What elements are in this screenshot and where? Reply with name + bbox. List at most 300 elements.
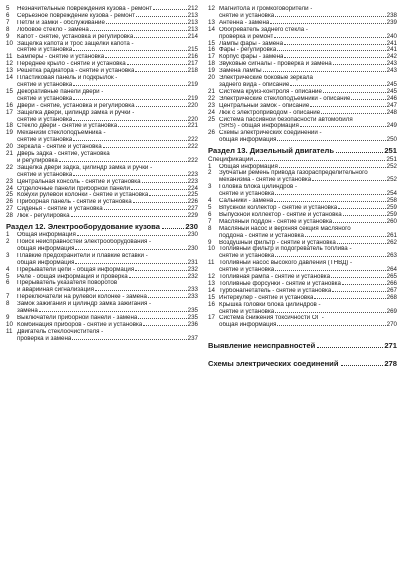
toc-entry-title: Обогреватель заднего стекла - xyxy=(219,26,308,33)
toc-entry-title: Серьезное повреждение кузова - ремонт xyxy=(17,12,135,19)
toc-entry-number: 19 xyxy=(6,129,13,137)
leader-dots xyxy=(342,284,386,285)
toc-entry[interactable] xyxy=(6,41,198,48)
leader-dots xyxy=(323,92,386,93)
toc-entry-number: 18 xyxy=(6,122,13,130)
toc-entry[interactable] xyxy=(208,20,397,27)
leader-dots xyxy=(284,57,385,58)
toc-entry-number: 27 xyxy=(6,205,13,213)
leader-dots xyxy=(90,30,187,31)
toc-entry-number: 1 xyxy=(6,231,10,239)
toc-entry-page: 230 xyxy=(187,231,198,239)
toc-entry[interactable] xyxy=(208,164,397,171)
toc-entry-number: 24 xyxy=(208,108,215,116)
leader-dots xyxy=(72,339,186,340)
leader-dots xyxy=(341,365,384,366)
toc-entry[interactable] xyxy=(6,322,198,329)
leader-dots xyxy=(343,215,386,216)
toc-entry-page: 232 xyxy=(187,265,198,273)
toc-entry-page: 227 xyxy=(187,205,198,213)
toc-entry-number: 21 xyxy=(6,150,13,158)
toc-entry[interactable] xyxy=(6,287,198,294)
toc-entry[interactable] xyxy=(6,315,198,322)
toc-entry-page: 233 xyxy=(187,286,198,294)
leader-dots xyxy=(321,113,385,114)
toc-entry-title: Пластиковая панель и подкрылок - xyxy=(17,75,118,82)
toc-entry-page: 236 xyxy=(187,320,198,328)
toc-entry[interactable] xyxy=(208,281,397,288)
toc-entry[interactable] xyxy=(208,309,397,316)
toc-entry[interactable] xyxy=(208,233,397,240)
toc-entry[interactable] xyxy=(208,226,397,233)
toc-entry-number: 5 xyxy=(208,203,212,211)
leader-dots xyxy=(136,106,187,107)
toc-entry[interactable] xyxy=(208,103,397,110)
toc-entry[interactable] xyxy=(208,27,397,34)
toc-entry-title: Двигатель стеклоочистителя - xyxy=(17,328,104,335)
leader-dots xyxy=(305,236,386,237)
toc-entry-title: Центральная консоль - снятие и установка xyxy=(17,178,141,185)
toc-entry-page: 214 xyxy=(187,32,198,40)
toc-entry-page: 219 xyxy=(187,94,198,102)
toc-entry[interactable] xyxy=(208,75,397,82)
toc-entry-number: 14 xyxy=(6,74,13,82)
toc-entry-number: 15 xyxy=(208,293,215,301)
toc-entry-number: 16 xyxy=(208,46,215,54)
toc-entry-page: 246 xyxy=(386,94,397,102)
toc-entry-number: 2 xyxy=(208,169,212,177)
toc-entry[interactable] xyxy=(6,151,198,158)
toc-entry-page: 233 xyxy=(187,293,198,301)
toc-entry-number: 16 xyxy=(6,101,13,109)
leader-dots xyxy=(149,195,186,196)
toc-entry[interactable] xyxy=(208,89,397,96)
toc-entry-number: 6 xyxy=(6,279,10,287)
toc-entry[interactable] xyxy=(6,123,198,130)
toc-entry-page: 267 xyxy=(386,286,397,294)
toc-entry[interactable] xyxy=(6,186,198,193)
toc-entry[interactable] xyxy=(208,315,397,322)
toc-list-diesel xyxy=(208,164,397,330)
toc-entry-number: 19 xyxy=(208,67,215,75)
toc-entry-number: 26 xyxy=(208,129,215,137)
toc-entry-title: Фары - регулировка xyxy=(219,47,277,54)
toc-entry-number: 17 xyxy=(208,53,215,61)
toc-entry-title: Переднее крыло - снятие и установка xyxy=(17,61,126,68)
section-13-heading[interactable] xyxy=(208,146,397,155)
section-12-page: 230 xyxy=(185,222,198,232)
toc-entry[interactable] xyxy=(6,294,198,301)
leader-dots xyxy=(312,180,386,181)
toc-entry-title: снятие и установка xyxy=(219,191,275,198)
toc-entry[interactable] xyxy=(208,191,397,198)
leader-dots xyxy=(71,216,187,217)
toc-entry-page: 261 xyxy=(386,231,397,239)
toc-entry-title: Головка блока цилиндров - xyxy=(219,184,298,191)
leader-dots xyxy=(310,106,385,107)
toc-entry-page: 248 xyxy=(386,108,397,116)
toc-entry-number: 9 xyxy=(208,238,212,246)
toc-entry-title: Решетка радиатора - снятие и установка xyxy=(17,68,135,75)
toc-entry-title: Стекло двери - снятие и установка xyxy=(17,123,118,130)
toc-entry[interactable] xyxy=(208,34,397,41)
toc-entry-page: 215 xyxy=(187,46,198,54)
toc-entry-page: 241 xyxy=(386,46,397,54)
toc-entry-title: снятие и установка xyxy=(219,253,275,260)
toc-entry-title: Зеркала - снятие и установка xyxy=(17,144,102,151)
toc-entry[interactable] xyxy=(208,295,397,302)
toc-entry-title: Общая информация xyxy=(219,163,278,170)
toc-entry-page: 220 xyxy=(187,101,198,109)
toc-entry[interactable] xyxy=(6,179,198,186)
toc-entry-number: 10 xyxy=(6,39,13,47)
toc-entry[interactable] xyxy=(208,205,397,212)
section-13-title: Раздел 13. Дизельный двигатель xyxy=(208,146,334,156)
toc-entry-page: 222 xyxy=(187,143,198,151)
toc-list-electrical-cont xyxy=(208,6,397,144)
toc-entry[interactable] xyxy=(6,158,198,165)
toc-entry-number: 10 xyxy=(6,320,13,328)
toc-entry[interactable] xyxy=(6,110,198,117)
leader-dots xyxy=(331,277,386,278)
toc-entry-title: Поиск неисправностей электрооборудования - xyxy=(17,239,152,245)
toc-entry-title: Отделочные панели приборной панели xyxy=(17,185,130,192)
toc-entry-page: 226 xyxy=(187,198,198,206)
toc-entry[interactable] xyxy=(208,302,397,309)
toc-entry[interactable] xyxy=(6,89,198,96)
toc-entry[interactable] xyxy=(208,61,397,68)
toc-entry[interactable] xyxy=(6,54,198,61)
toc-entry-number: 7 xyxy=(208,217,212,225)
toc-entry-title: Прерыватель указателя поворотов xyxy=(17,280,118,287)
toc-entry-page: 260 xyxy=(386,217,397,225)
toc-entry-page: 242 xyxy=(386,53,397,61)
toc-entry[interactable] xyxy=(6,34,198,41)
toc-list-body-repair xyxy=(6,6,198,220)
toc-entry[interactable] xyxy=(6,61,198,68)
toc-entry[interactable] xyxy=(208,47,397,54)
toc-entry-number: 15 xyxy=(208,39,215,47)
leader-dots xyxy=(138,318,186,319)
leader-dots xyxy=(134,37,186,38)
toc-entry[interactable] xyxy=(208,68,397,75)
toc-entry-page: 243 xyxy=(386,67,397,75)
toc-entry-number: 26 xyxy=(6,198,13,206)
toc-entry-title: Выключатели приборной панели - замена xyxy=(17,314,138,321)
leader-dots xyxy=(277,50,386,51)
toc-entry-title: Впускной коллектор - снятие и установка xyxy=(219,204,338,211)
toc-entry[interactable] xyxy=(208,170,397,177)
toc-entry-number: 14 xyxy=(208,25,215,33)
toc-entry-title: Крышка головки блока цилиндров - xyxy=(219,301,321,308)
toc-entry[interactable] xyxy=(6,27,198,34)
toc-entry-title: Интеркулер - снятие и установка xyxy=(219,294,314,301)
toc-entry-page: 239 xyxy=(386,18,397,26)
toc-entry[interactable] xyxy=(6,246,198,253)
toc-entry[interactable] xyxy=(6,47,198,54)
toc-entry[interactable] xyxy=(208,82,397,89)
toc-entry-title: Защелка двери задка, цилиндр замка и ручки - xyxy=(17,164,153,171)
toc-entry-page: 217 xyxy=(187,60,198,68)
toc-entry-page: 213 xyxy=(187,11,198,19)
toc-entry[interactable] xyxy=(6,68,198,75)
toc-entry[interactable] xyxy=(6,6,198,13)
toc-entry-page: 221 xyxy=(187,122,198,130)
leader-dots xyxy=(106,23,187,24)
toc-entry[interactable] xyxy=(208,212,397,219)
toc-entry-title: общая информация xyxy=(219,322,277,329)
toc-entry-number: 5 xyxy=(6,5,10,12)
toc-entry[interactable] xyxy=(6,103,198,110)
toc-entry-title: снятие и установка xyxy=(17,47,73,54)
toc-entry[interactable] xyxy=(6,172,198,179)
toc-entry-page: 250 xyxy=(386,136,397,144)
toc-entry-number: 5 xyxy=(6,272,10,280)
toc-entry[interactable] xyxy=(6,192,198,199)
toc-entry-page: 259 xyxy=(386,203,397,211)
toc-entry[interactable] xyxy=(208,322,397,329)
toc-entry-title: снятие и установка xyxy=(17,171,73,178)
leader-dots xyxy=(275,270,385,271)
leader-dots xyxy=(135,270,186,271)
specifications-page: 251 xyxy=(386,156,397,164)
toc-entry-title: Лобовое стекло - замена xyxy=(17,26,89,33)
toc-entry[interactable] xyxy=(208,6,397,13)
leader-dots xyxy=(275,16,385,17)
leader-dots xyxy=(133,202,187,203)
toc-entry-title: Топливные форсунки - снятие и установка xyxy=(219,280,341,287)
toc-entry[interactable] xyxy=(6,274,198,281)
toc-entry-title: Реле - общая информация и проверка xyxy=(17,273,128,280)
leader-dots xyxy=(118,126,186,127)
toc-entry-page: 237 xyxy=(187,334,198,342)
toc-entry-title: Комбинация приборов - снятие и установка xyxy=(17,321,143,328)
toc-entry[interactable] xyxy=(6,206,198,213)
toc-entry-title: Сиденья - снятие и установка xyxy=(17,206,103,213)
toc-entry[interactable] xyxy=(6,336,198,343)
toc-entry-page: 249 xyxy=(386,122,397,130)
leader-dots xyxy=(39,311,187,312)
specifications-entry[interactable] xyxy=(208,156,397,163)
toc-entry[interactable] xyxy=(208,184,397,191)
toc-entry-number: 15 xyxy=(6,87,13,95)
toc-entry-page: 229 xyxy=(187,212,198,220)
toc-entry[interactable] xyxy=(6,232,198,239)
toc-entry[interactable] xyxy=(208,288,397,295)
toc-entry[interactable] xyxy=(6,213,198,220)
toc-entry[interactable] xyxy=(208,253,397,260)
toc-entry-page: 232 xyxy=(187,272,198,280)
toc-list-electrical xyxy=(6,232,198,343)
leader-dots xyxy=(274,37,385,38)
toc-entry-number: 11 xyxy=(6,327,13,335)
toc-entry-title: Люк с электроприводом - описание xyxy=(219,109,321,116)
toc-entry[interactable] xyxy=(6,117,198,124)
toc-entry-title: Люк - регулировка xyxy=(17,213,70,220)
leader-dots xyxy=(314,298,385,299)
leader-dots xyxy=(254,160,385,161)
toc-entry-title: Воздушный фильтр - снятие и установка xyxy=(219,239,336,246)
leader-dots xyxy=(263,71,386,72)
toc-entry-page: 218 xyxy=(187,67,198,75)
toc-entry[interactable] xyxy=(208,123,397,130)
toc-entry[interactable] xyxy=(6,267,198,274)
toc-entry[interactable] xyxy=(6,301,198,308)
toc-entry-title: общая информация xyxy=(219,137,277,144)
toc-entry-page: 231 xyxy=(187,258,198,266)
leader-dots xyxy=(351,99,385,100)
toc-entry-number: 1 xyxy=(208,162,212,170)
leader-dots xyxy=(162,228,184,229)
toc-right-column xyxy=(208,6,397,369)
toc-entry-number: 25 xyxy=(6,191,13,199)
troubleshooting-title: Выявление неисправностей xyxy=(208,341,316,351)
toc-entry[interactable] xyxy=(6,308,198,315)
toc-entry-title: снятие и установка xyxy=(17,137,73,144)
toc-entry-title: Замок зажигания и цилиндр замка зажигания - xyxy=(17,301,152,308)
toc-entry-page: 220 xyxy=(187,115,198,123)
toc-entry-title: снятие и установка xyxy=(219,12,275,19)
toc-entry[interactable] xyxy=(6,144,198,151)
toc-entry[interactable] xyxy=(6,253,198,260)
toc-entry-title: Электрические стеклоподъемники - описание xyxy=(219,95,351,102)
toc-entry[interactable] xyxy=(208,198,397,205)
toc-entry-title: и регулировка xyxy=(17,157,58,164)
toc-entry-title: Механизм стеклоподъемника - xyxy=(17,130,106,137)
leader-dots xyxy=(290,85,385,86)
toc-entry-title: снятие и установка xyxy=(17,116,73,123)
toc-entry-number: 9 xyxy=(6,313,10,321)
leader-dots xyxy=(337,243,386,244)
toc-entry-page: 223 xyxy=(187,177,198,185)
toc-entry[interactable] xyxy=(208,130,397,137)
toc-entry-number: 12 xyxy=(208,5,215,12)
toc-entry-number: 18 xyxy=(208,60,215,68)
toc-entry-page: 265 xyxy=(386,273,397,281)
toc-entry[interactable] xyxy=(208,177,397,184)
leader-dots xyxy=(333,222,385,223)
toc-entry-title: Электрические боковые зеркала xyxy=(219,75,313,82)
toc-entry[interactable] xyxy=(6,82,198,89)
toc-entry-number: 6 xyxy=(208,210,212,218)
toc-entry-page: 222 xyxy=(187,156,198,164)
toc-entry-page: 213 xyxy=(187,18,198,26)
toc-entry-title: Топливный насос высокого давления (ТНВД) - xyxy=(219,260,353,267)
toc-entry-title: Масляный поддон - снятие и установка xyxy=(219,218,333,225)
leader-dots xyxy=(300,126,386,127)
toc-entry[interactable] xyxy=(208,54,397,61)
toc-entry[interactable] xyxy=(6,260,198,267)
toc-entry[interactable] xyxy=(6,13,198,20)
leader-dots xyxy=(129,277,187,278)
toc-entry[interactable] xyxy=(208,274,397,281)
leader-dots xyxy=(135,71,186,72)
leader-dots xyxy=(275,194,385,195)
wiring-diagrams-heading[interactable] xyxy=(208,359,397,368)
toc-entry-number: 12 xyxy=(208,273,215,281)
toc-entry[interactable] xyxy=(208,260,397,267)
leader-dots xyxy=(142,182,187,183)
toc-entry-page: 266 xyxy=(386,279,397,287)
toc-entry-page: 222 xyxy=(187,136,198,144)
toc-entry-title: заднего вида - описание xyxy=(219,81,290,88)
toc-entry[interactable] xyxy=(6,329,198,336)
toc-entry-page: 216 xyxy=(187,53,198,61)
toc-entry[interactable] xyxy=(208,137,397,144)
toc-entry-page: 259 xyxy=(386,210,397,218)
leader-dots xyxy=(275,256,385,257)
troubleshooting-heading[interactable] xyxy=(208,341,397,350)
toc-entry-page: 235 xyxy=(187,313,198,321)
toc-entry[interactable] xyxy=(6,96,198,103)
leader-dots xyxy=(277,140,385,141)
leader-dots xyxy=(338,208,385,209)
toc-entry[interactable] xyxy=(6,137,198,144)
toc-entry-title: Сальники - замена xyxy=(219,198,274,205)
toc-entry-number: 8 xyxy=(6,300,10,308)
toc-entry[interactable] xyxy=(6,165,198,172)
toc-entry-number: 25 xyxy=(208,115,215,123)
leader-dots xyxy=(153,9,187,10)
toc-entry-number: 8 xyxy=(6,25,10,33)
leader-dots xyxy=(317,347,383,348)
toc-entry-number: 13 xyxy=(6,67,13,75)
toc-entry[interactable] xyxy=(6,239,198,246)
toc-entry-title: Прерыватели цепи - общая информация xyxy=(17,266,135,273)
toc-entry-number: 2 xyxy=(6,238,10,245)
toc-entry[interactable] xyxy=(208,96,397,103)
toc-entry-page: 247 xyxy=(386,101,397,109)
toc-entry-title: Петли и замки - обслуживание xyxy=(17,19,105,26)
section-12-heading[interactable] xyxy=(6,222,198,231)
toc-entry[interactable] xyxy=(208,267,397,274)
toc-entry[interactable] xyxy=(208,110,397,117)
toc-entry-page: 243 xyxy=(386,60,397,68)
toc-entry-page: 262 xyxy=(386,238,397,246)
toc-entry[interactable] xyxy=(208,13,397,20)
toc-entry-page: 219 xyxy=(187,80,198,88)
toc-entry-title: Плавкие предохранители и плавкие вставки - xyxy=(17,252,148,259)
toc-entry-number: 11 xyxy=(6,53,13,61)
toc-entry-title: механизма - снятие и установка xyxy=(219,177,312,184)
toc-entry-title: Выпускной коллектор - снятие и установка xyxy=(219,211,342,218)
toc-entry-number: 20 xyxy=(208,74,215,82)
toc-entry-title: Защелка капота и трос защелки капота - xyxy=(17,40,134,47)
troubleshooting-page: 271 xyxy=(384,341,397,351)
toc-entry[interactable] xyxy=(6,20,198,27)
toc-entry-number: 4 xyxy=(208,197,212,205)
toc-entry-page: 245 xyxy=(386,80,397,88)
toc-entry[interactable] xyxy=(6,280,198,287)
toc-entry[interactable] xyxy=(208,41,397,48)
toc-entry[interactable] xyxy=(208,246,397,253)
toc-entry[interactable] xyxy=(208,117,397,124)
toc-entry[interactable] xyxy=(208,240,397,247)
leader-dots xyxy=(127,64,187,65)
wiring-diagrams-page: 278 xyxy=(384,359,397,369)
toc-entry[interactable] xyxy=(6,75,198,82)
toc-entry[interactable] xyxy=(208,219,397,226)
toc-entry[interactable] xyxy=(6,130,198,137)
toc-entry-title: Система снижения токсичности ОГ - xyxy=(219,315,324,322)
toc-entry[interactable] xyxy=(6,199,198,206)
leader-dots xyxy=(131,189,187,190)
toc-entry-number: 4 xyxy=(6,265,10,273)
toc-entry-number: 21 xyxy=(208,87,215,95)
toc-entry-number: 9 xyxy=(6,32,10,40)
leader-dots xyxy=(75,263,186,264)
toc-entry-page: 252 xyxy=(386,162,397,170)
